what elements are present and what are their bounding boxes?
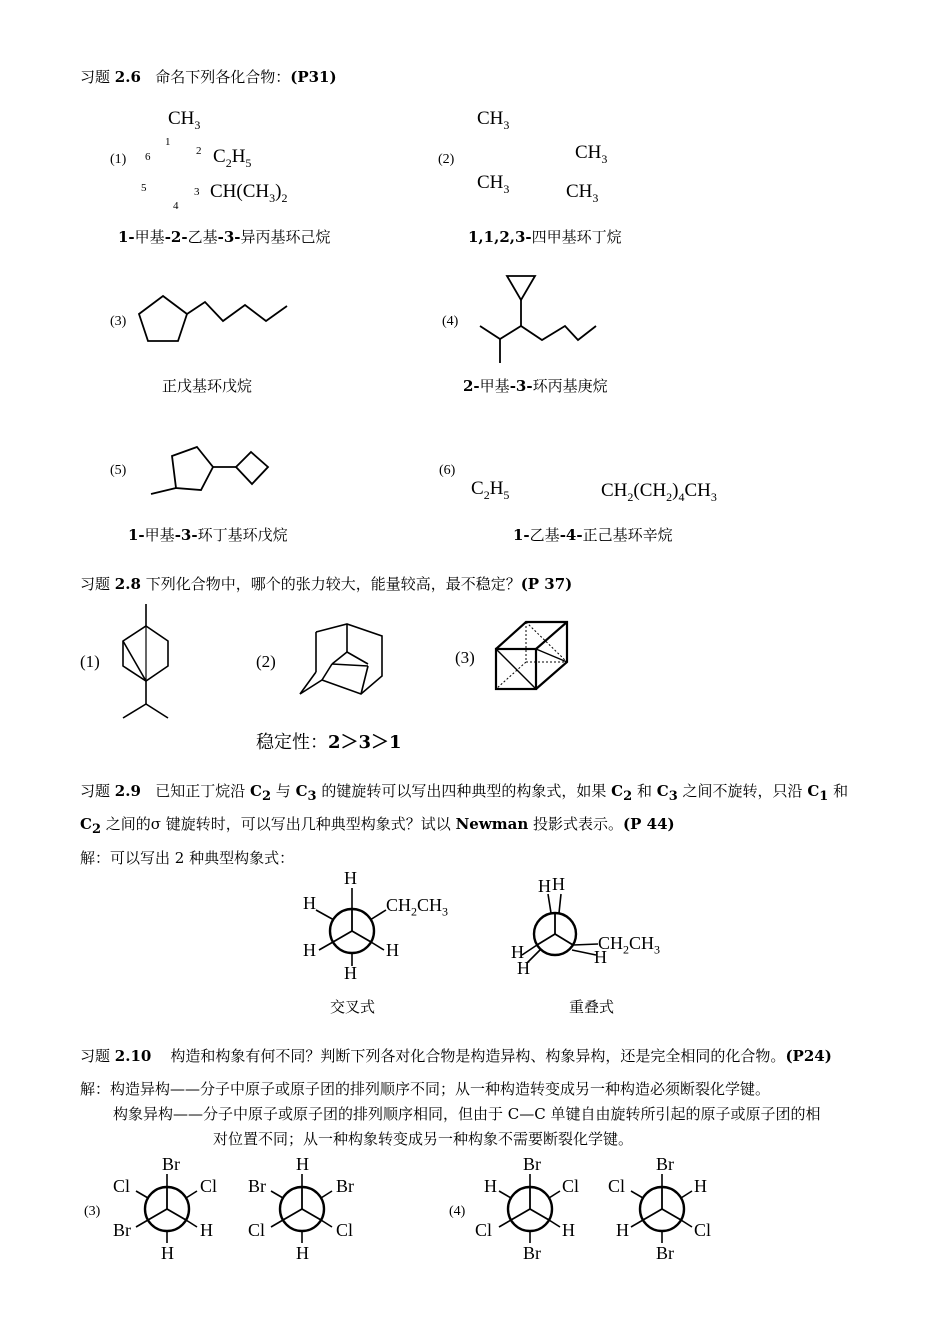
item-4-label: (4)	[442, 314, 459, 329]
eclipsed-label: 重叠式	[569, 998, 615, 1016]
item-3-label: (3)	[110, 314, 127, 329]
ex210-answer-2b: 对位置不同；从一种构象转变成另一种构象不需要断裂化学键。	[213, 1130, 634, 1148]
ex29-answer: 解：可以写出 2 种典型构象式：	[80, 849, 295, 867]
item-1-name: 1-甲基-2-乙基-3-异丙基环己烷	[118, 228, 331, 246]
item-5-name: 1-甲基-3-环丁基环戊烷	[128, 526, 288, 544]
stability-line: 稳定性：2＞3＞1	[256, 732, 402, 753]
ex28-label-2: (2)	[256, 652, 276, 671]
pair-3-label: (3)	[84, 1204, 101, 1219]
ex28-heading: 习题 2.8 下列化合物中，哪个的张力较大，能量较高，最不稳定？(P 37)	[80, 575, 573, 593]
staggered-label: 交叉式	[330, 998, 376, 1016]
ex210-answer-1: 解：构造异构——分子中原子或原子团的排列顺序不同；从一种构造转变成另一种构造必须断裂化学键。	[80, 1080, 771, 1098]
ex28-label-3: (3)	[455, 648, 475, 667]
atom-br: Br	[248, 1176, 266, 1196]
item-6-name: 1-乙基-4-正己基环辛烷	[513, 526, 673, 544]
ex28-label-1: (1)	[80, 652, 100, 671]
atom-cl: Cl	[608, 1176, 626, 1196]
atom-br: Br	[523, 1154, 541, 1174]
atom-cl: Cl	[475, 1220, 493, 1240]
pair-4-label: (4)	[449, 1204, 466, 1219]
c2h5-group: $C_2H_5$	[471, 478, 510, 502]
atom-cl: Cl	[562, 1176, 580, 1196]
ethyl-group: $CH_2CH_3$	[598, 933, 661, 957]
ring-number: 5	[141, 182, 147, 194]
ch-ch3-2-group: $CH(CH_3)_2$	[210, 181, 288, 205]
item-2-name: 1,1,2,3-四甲基环丁烷	[468, 228, 622, 246]
atom-h: H	[303, 893, 316, 913]
atom-cl: Cl	[200, 1176, 218, 1196]
item-1-label: (1)	[110, 152, 127, 167]
ch3-group: $CH_3$	[575, 142, 608, 166]
atom-h: H	[296, 1243, 309, 1263]
ex29-line1: 习题 2.9 已知正丁烷沿 $C_2$ 与 $C_3$ 的键旋转可以写出四种典型的构象式，如果 $C_2$ 和 $C_3$ 之间不旋转，只沿 $C_1$ 和	[80, 782, 849, 804]
atom-h: H	[344, 868, 357, 888]
atom-h: H	[562, 1220, 575, 1240]
atom-h: H	[200, 1220, 213, 1240]
ring-number: 2	[196, 145, 202, 157]
ethyl-group: $CH_2CH_3$	[386, 895, 449, 919]
atom-cl: Cl	[113, 1176, 131, 1196]
atom-br: Br	[523, 1243, 541, 1263]
atom-h: H	[616, 1220, 629, 1240]
item-6-label: (6)	[439, 463, 456, 478]
atom-h: H	[694, 1176, 707, 1196]
ring-number: 3	[194, 186, 200, 198]
c2h5-group: $C_2H_5$	[213, 146, 252, 170]
ring-number: 1	[165, 136, 171, 148]
heading-prefix: 习题	[80, 68, 111, 86]
atom-h: H	[511, 942, 524, 962]
ex29-line2: $C_2$ 之间的σ 键旋转时，可以写出几种典型构象式？试以 Newman 投影式表示。(P 44)	[80, 815, 675, 837]
heading-text: 命名下列各化合物：	[155, 68, 291, 86]
atom-br: Br	[656, 1154, 674, 1174]
atom-cl: Cl	[248, 1220, 266, 1240]
ch3-group: $CH_3$	[566, 181, 599, 205]
ch3-group: $CH_3$	[477, 108, 510, 132]
atom-h: H	[517, 958, 530, 978]
atom-h: H	[386, 940, 399, 960]
hexyl-group: $CH_2(CH_2)_4CH_3$	[601, 480, 717, 504]
atom-br: Br	[113, 1220, 131, 1240]
atom-cl: Cl	[694, 1220, 712, 1240]
atom-h: H	[552, 874, 565, 894]
item-4-name: 2-甲基-3-环丙基庚烷	[463, 377, 608, 395]
ring-number: 4	[173, 200, 179, 212]
atom-cl: Cl	[336, 1220, 354, 1240]
heading-number: 2.6	[114, 68, 141, 86]
ring-number: 6	[145, 151, 151, 163]
atom-h: H	[296, 1154, 309, 1174]
ex210-heading: 习题 2.10 构造和构象有何不同？判断下列各对化合物是构造异构、构象异构，还是完全相同的化合物。(P24)	[80, 1047, 832, 1065]
item-2-label: (2)	[438, 152, 455, 167]
atom-br: Br	[162, 1154, 180, 1174]
atom-h: H	[484, 1176, 497, 1196]
item-5-label: (5)	[110, 463, 127, 478]
ch3-group: $CH_3$	[168, 108, 201, 132]
atom-br: Br	[336, 1176, 354, 1196]
atom-br: Br	[656, 1243, 674, 1263]
atom-h: H	[303, 940, 316, 960]
atom-h: H	[594, 947, 607, 967]
ex210-answer-2a: 构象异构——分子中原子或原子团的排列顺序相同，但由于 C—C 单键自由旋转所引起的原子或原子团的相	[113, 1105, 821, 1123]
item-3-name: 正戊基环戊烷	[162, 377, 253, 395]
atom-h: H	[161, 1243, 174, 1263]
atom-h: H	[538, 876, 551, 896]
heading-ref: (P31)	[290, 68, 337, 86]
atom-h: H	[344, 963, 357, 983]
ch3-group: $CH_3$	[477, 172, 510, 196]
